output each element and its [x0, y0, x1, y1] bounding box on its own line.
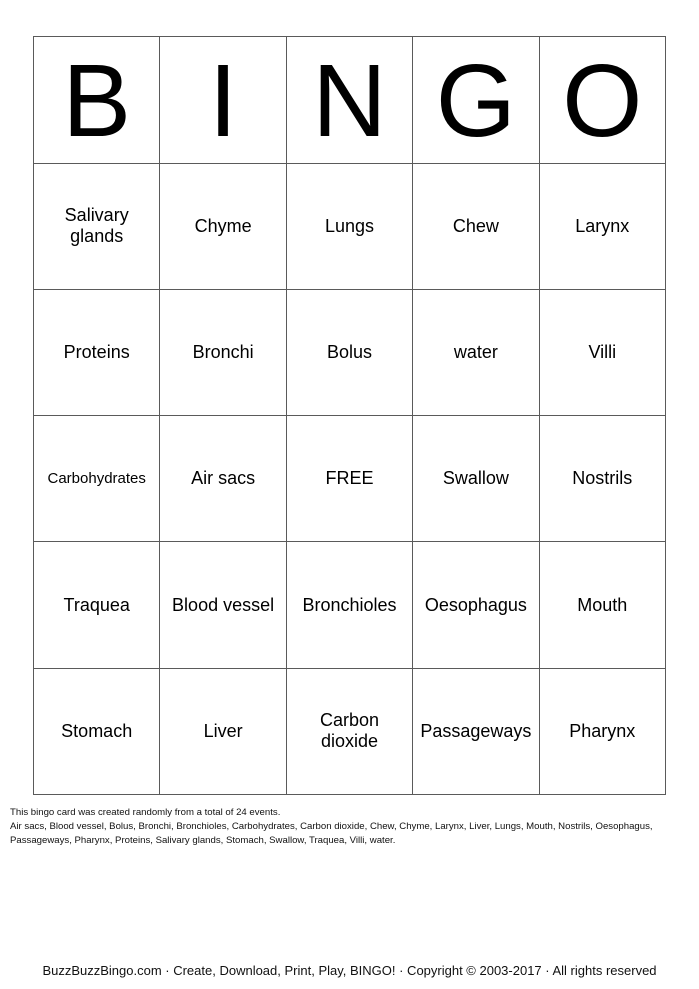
card-cell: Mouth: [539, 542, 665, 668]
card-cell: Swallow: [413, 416, 539, 542]
card-cell: Air sacs: [160, 416, 286, 542]
free-space-cell: FREE: [286, 416, 412, 542]
card-cell: Traquea: [34, 542, 160, 668]
card-cell: Salivary glands: [34, 163, 160, 289]
event-list-line-1: Air sacs, Blood vessel, Bolus, Bronchi, Bronchioles, Carbohydrates, Carbon dioxide, Chew, Chyme, Larynx, Liver, Lungs, Mouth, Nostrils, Oesophagus,: [10, 821, 653, 832]
card-row: [34, 163, 666, 289]
card-row: [34, 416, 666, 542]
card-cell: Pharynx: [539, 668, 665, 794]
bingo-card: [33, 36, 666, 795]
card-row: [34, 289, 666, 415]
card-info: [10, 806, 690, 848]
card-cell: Liver: [160, 668, 286, 794]
card-cell: Larynx: [539, 163, 665, 289]
card-cell: Carbon dioxide: [286, 668, 412, 794]
card-row: [34, 542, 666, 668]
header-letter-n: N: [286, 37, 412, 164]
header-letter-b: B: [34, 37, 160, 164]
card-cell: Passageways: [413, 668, 539, 794]
card-cell: Chew: [413, 163, 539, 289]
header-row: [34, 37, 666, 164]
card-cell: Lungs: [286, 163, 412, 289]
card-cell: Proteins: [34, 289, 160, 415]
card-cell: Oesophagus: [413, 542, 539, 668]
header-letter-o: O: [539, 37, 665, 164]
card-cell: Villi: [539, 289, 665, 415]
card-summary: This bingo card was created randomly from a total of 24 events.: [10, 807, 281, 818]
header-letter-i: I: [160, 37, 286, 164]
card-cell: Chyme: [160, 163, 286, 289]
card-row: [34, 668, 666, 794]
footer-credit: BuzzBuzzBingo.com · Create, Download, Print, Play, BINGO! · Copyright © 2003-2017 · All rights reserved: [42, 963, 657, 978]
card-cell: Bronchioles: [286, 542, 412, 668]
event-list-line-2: Passageways, Pharynx, Proteins, Salivary glands, Stomach, Swallow, Traquea, Villi, water.: [10, 835, 396, 846]
header-letter-g: G: [413, 37, 539, 164]
card-cell: Bolus: [286, 289, 412, 415]
card-cell: Bronchi: [160, 289, 286, 415]
card-cell: Blood vessel: [160, 542, 286, 668]
card-cell: Carbohydrates: [34, 416, 160, 542]
card-cell: Stomach: [34, 668, 160, 794]
card-cell: water: [413, 289, 539, 415]
card-cell: Nostrils: [539, 416, 665, 542]
